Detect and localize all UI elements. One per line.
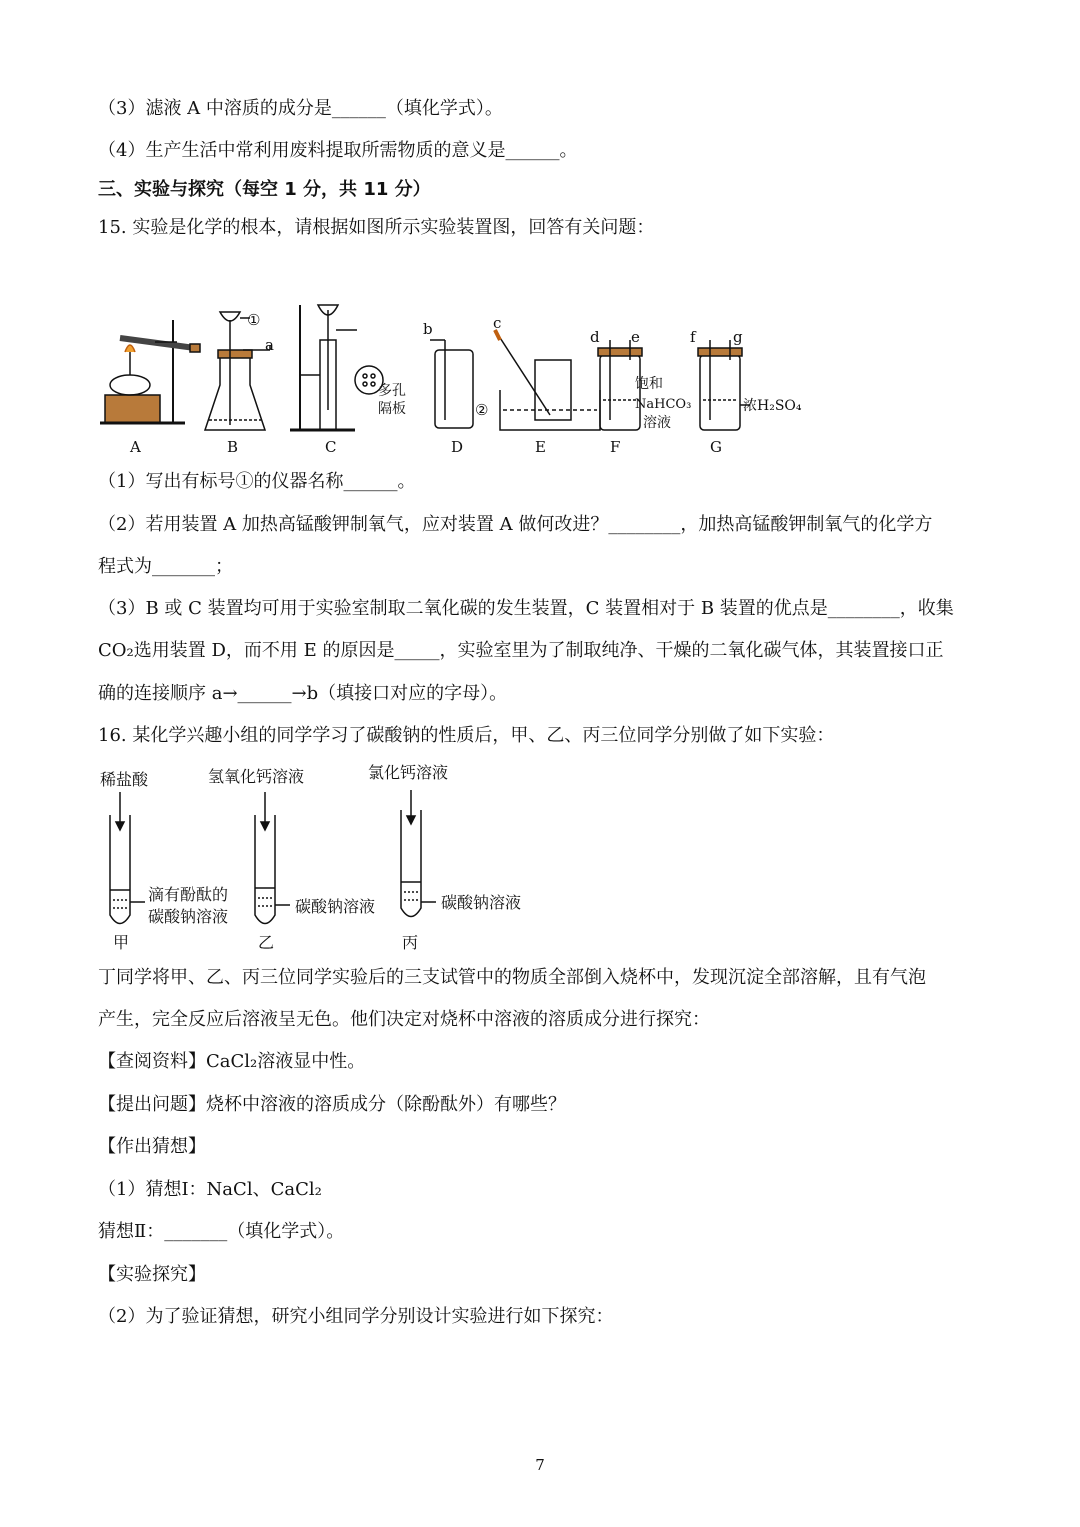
tube2-label: 乙 (258, 933, 275, 952)
tube1-content-line2: 碳酸钠溶液 (148, 907, 229, 926)
mark-2: ② (475, 401, 489, 419)
port-g: g (733, 328, 743, 346)
porous-plate-line2: 隔板 (378, 401, 406, 417)
q14-part4: （4）生产生活中常利用废料提取所需物质的意义是______。 (98, 140, 578, 161)
q15-part2-line1: （2）若用装置 A 加热高锰酸钾制氧气，应对装置 A 做何改进？________，加热高锰酸钾制氧气的化学方 (98, 514, 933, 535)
q16-paragraph-line2: 产生，完全反应后溶液呈无色。他们决定对烧杯中溶液的溶质成分进行探究： (98, 1009, 710, 1030)
port-e: e (631, 328, 640, 346)
q16-part2: （2）为了验证猜想，研究小组同学分别设计实验进行如下探究： (98, 1306, 614, 1327)
q16-paragraph-line1: 丁同学将甲、乙、丙三位同学实验后的三支试管中的物质全部倒入烧杯中，发现沉淀全部溶解，且有气泡 (98, 967, 926, 988)
label-c: C (325, 438, 337, 456)
apparatus-g (698, 340, 750, 430)
test-tubes-figure (95, 760, 555, 955)
label-g: G (710, 438, 722, 456)
question-15: 15. 实验是化学的根本，请根据如图所示实验装置图，回答有关问题： (98, 217, 655, 238)
apparatus-figure (95, 300, 815, 460)
label-d: D (451, 438, 464, 456)
tube1-content-line1: 滴有酚酞的 (148, 885, 229, 904)
question-16: 16. 某化学兴趣小组的同学学习了碳酸钠的性质后，甲、乙、丙三位同学分别做了如下实验： (98, 725, 835, 746)
q15-part1: （1）写出有标号①的仪器名称______。 (98, 471, 416, 492)
apparatus-d (430, 340, 473, 428)
port-f: f (690, 328, 696, 346)
porous-plate-line1: 多孔 (378, 383, 406, 399)
label-f: F (610, 438, 621, 456)
apparatus-e (495, 330, 600, 430)
tube3-content: 碳酸钠溶液 (441, 893, 522, 912)
q16-hypothesis-1: （1）猜想Ⅰ：NaCl、CaCl₂ (98, 1179, 322, 1200)
f-solution-line2: NaHCO₃ (635, 397, 692, 412)
label-e: E (535, 438, 546, 456)
tube-yi (255, 792, 290, 924)
page-number: 7 (535, 1456, 545, 1474)
apparatus-a (100, 320, 200, 423)
label-b: B (227, 438, 239, 456)
apparatus-b (205, 312, 270, 430)
g-solution: 浓H₂SO₄ (743, 398, 802, 414)
q16-question: 【提出问题】烧杯中溶液的溶质成分（除酚酞外）有哪些？ (98, 1094, 566, 1115)
tube3-reagent: 氯化钙溶液 (368, 763, 449, 782)
f-solution-line3: 溶液 (643, 415, 671, 431)
port-c: c (493, 314, 502, 332)
q16-explore-heading: 【实验探究】 (98, 1264, 206, 1285)
f-solution-line1: 饱和 (635, 376, 663, 392)
apparatus-c (290, 305, 383, 430)
q14-part3: （3）滤液 A 中溶质的成分是______（填化学式）。 (98, 98, 503, 119)
tube3-label: 丙 (402, 933, 419, 952)
q15-part2-line2: 程式为_______； (98, 556, 233, 577)
q15-part3-line2: CO₂选用装置 D，而不用 E 的原因是_____，实验室里为了制取纯净、干燥的二氧化碳气体，其装置接口正 (98, 640, 944, 661)
tube1-label: 甲 (113, 933, 130, 952)
tube2-content: 碳酸钠溶液 (295, 897, 376, 916)
tube-bing (401, 790, 436, 917)
tube1-reagent: 稀盐酸 (100, 770, 149, 789)
port-d: d (590, 328, 600, 346)
q16-hypothesis-heading: 【作出猜想】 (98, 1136, 206, 1157)
tube2-reagent: 氢氧化钙溶液 (208, 767, 305, 786)
mark-1: ① (247, 311, 261, 329)
tube-jia (110, 792, 145, 924)
port-a: a (265, 336, 274, 354)
q16-hypothesis-2: 猜想Ⅱ：_______（填化学式）。 (98, 1221, 345, 1242)
q16-reference-info: 【查阅资料】CaCl₂溶液显中性。 (98, 1051, 366, 1072)
port-b: b (423, 320, 433, 338)
q15-part3-line3: 确的连接顺序 a→______→b（填接口对应的字母）。 (98, 683, 508, 704)
label-a: A (130, 438, 141, 456)
q15-part3-line1: （3）B 或 C 装置均可用于实验室制取二氧化碳的发生装置，C 装置相对于 B 装置的优点是________，收集 (98, 598, 954, 619)
section-heading-3: 三、实验与探究（每空 1 分，共 11 分） (98, 179, 431, 200)
